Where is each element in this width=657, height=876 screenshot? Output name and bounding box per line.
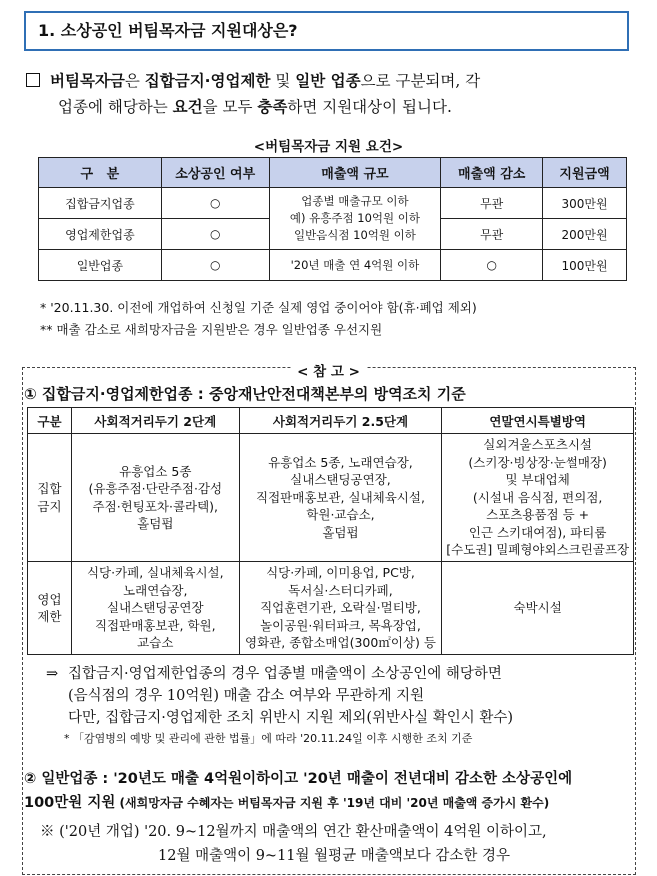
implies-arrow-icon: ⇒ xyxy=(46,666,59,682)
intro-line-2 xyxy=(26,94,636,120)
new-business-note-line-2: 12월 매출액이 9~11월 월평균 매출액보다 감소한 경우 xyxy=(158,848,511,864)
row-type: 집합금지업종 xyxy=(39,188,162,219)
table-row xyxy=(39,250,627,281)
conclusion-line-2: (음식점의 경우 10억원) 매출 감소 여부와 무관하게 지원 xyxy=(68,688,425,704)
row-sales-merged: 업종별 매출규모 이하 예) 유흥주점 10억원 이하 일반음식점 10억원 이하 xyxy=(269,188,441,250)
intro-line-2-run-3: 충족 xyxy=(257,98,288,116)
row-amount: 100만원 xyxy=(543,250,627,281)
requirements-table-caption: <버팀목자금 지원 요건> xyxy=(253,139,404,155)
intro-line-2-run-1: 요건 xyxy=(172,98,203,116)
row-decrease: 무관 xyxy=(441,219,543,250)
row-decrease: ○ xyxy=(441,250,543,281)
row-amount: 200만원 xyxy=(543,219,627,250)
header-small-business: 소상공인 여부 xyxy=(161,158,269,188)
conclusion-line-1 xyxy=(46,663,636,685)
intro-line-1-run-4: 일반 업종 xyxy=(295,72,361,90)
cell-year-end: 숙박시설 xyxy=(442,562,634,655)
conclusion-block xyxy=(46,663,636,749)
intro-paragraph xyxy=(26,68,636,120)
intro-line-1-run-5: 으로 구분되며, 각 xyxy=(360,72,481,90)
row-small-business: ○ xyxy=(161,188,269,219)
requirements-notes xyxy=(40,297,477,341)
intro-line-2-run-0: 업종에 해당하는 xyxy=(58,98,173,116)
cell-year-end: 실외겨울스포츠시설 (스키장·빙상장·눈썰매장) 및 부대업체 (시설내 음식점, 편의점, 스포츠용품점 등 + 인근 스키대여점), 파티룸 [수도권] 밀폐형야외스크린골프장 xyxy=(442,434,634,562)
intro-line-1-run-0: 버팀목자금 xyxy=(50,72,125,90)
new-business-note-line-1: ※ ('20년 개업) '20. 9~12월까지 매출액의 연간 환산매출액이 4억원 이하이고, xyxy=(40,824,547,840)
cell-level-2-5: 유흥업소 5종, 노래연습장, 실내스탠딩공연장, 직접판매홍보관, 실내체육시설, 학원·교습소, 홀덤펍 xyxy=(239,434,442,562)
header-support-amount: 지원금액 xyxy=(543,158,627,188)
note-1: * '20.11.30. 이전에 개업하여 신청일 기준 실제 영업 중이어야 함(휴·폐업 제외) xyxy=(40,300,477,315)
header-division: 구분 xyxy=(28,408,72,434)
requirements-header-row xyxy=(39,158,627,188)
intro-line-1-run-2: 집합금지·영업제한 xyxy=(144,72,271,90)
requirements-table xyxy=(38,157,627,281)
header-category: 구 분 xyxy=(39,158,162,188)
table-row xyxy=(28,562,634,655)
row-amount: 300만원 xyxy=(543,188,627,219)
header-year-end: 연말연시특별방역 xyxy=(442,408,634,434)
conclusion-footnote: * 「감염병의 예방 및 관리에 관한 법률」에 따라 '20.11.24일 이후 시행한 조치 기준 xyxy=(64,732,473,745)
note-2: ** 매출 감소로 새희망자금을 지원받은 경우 일반업종 우선지원 xyxy=(40,322,383,337)
section-2-main: 100만원 지원 xyxy=(24,795,116,811)
row-sales: '20년 매출 연 4억원 이하 xyxy=(269,250,441,281)
table-row xyxy=(39,188,627,219)
page-title: 1. 소상공인 버팀목자금 지원대상은? xyxy=(24,11,629,51)
section-2-line-2 xyxy=(24,791,634,815)
table-row xyxy=(28,434,634,562)
new-business-note xyxy=(40,820,640,868)
distancing-header-row xyxy=(28,408,634,434)
reference-section-2 xyxy=(24,767,634,815)
reference-title xyxy=(0,360,657,380)
intro-line-1-run-3: 및 xyxy=(270,72,296,90)
row-small-business: ○ xyxy=(161,219,269,250)
header-sales-decrease: 매출액 감소 xyxy=(441,158,543,188)
header-level-2-5: 사회적거리두기 2.5단계 xyxy=(239,408,442,434)
row-label-business-limit: 영업 제한 xyxy=(28,562,72,655)
section-2-sub: (새희망자금 수혜자는 버팀목자금 지원 후 '19년 대비 '20년 매출액 증가시 환수) xyxy=(115,796,550,810)
intro-line-1-run-1: 은 xyxy=(124,72,145,90)
conclusion-line-3: 다만, 집합금지·영업제한 조치 위반시 지원 제외(위반사실 확인시 환수) xyxy=(68,710,513,726)
conclusion-text-1: 집합금지·영업제한업종의 경우 업종별 매출액이 소상공인에 해당하면 xyxy=(68,666,502,682)
row-decrease: 무관 xyxy=(441,188,543,219)
header-level-2: 사회적거리두기 2단계 xyxy=(71,408,239,434)
intro-line-2-run-4: 하면 지원대상이 됩니다. xyxy=(287,98,452,116)
checkbox-bullet-icon xyxy=(26,73,40,87)
reference-title-text: < 참 고 > xyxy=(291,364,366,380)
row-label-gathering-ban: 집합 금지 xyxy=(28,434,72,562)
cell-level-2: 유흥업소 5종 (유흥주점·단란주점·감성 주점·헌팅포차·콜라텍), 홀덤펍 xyxy=(71,434,239,562)
reference-section-1-heading: ① 집합금지·영업제한업종 : 중앙재난안전대책본부의 방역조치 기준 xyxy=(24,385,466,403)
section-2-line-1: ② 일반업종 : '20년도 매출 4억원이하이고 '20년 매출이 전년대비 감소한 소상공인에 xyxy=(24,771,573,787)
intro-line-1 xyxy=(26,68,636,94)
row-small-business: ○ xyxy=(161,250,269,281)
intro-line-2-run-2: 을 모두 xyxy=(202,98,258,116)
row-type: 영업제한업종 xyxy=(39,219,162,250)
row-type: 일반업종 xyxy=(39,250,162,281)
header-sales-size: 매출액 규모 xyxy=(269,158,441,188)
cell-level-2: 식당·카페, 실내체육시설, 노래연습장, 실내스탠딩공연장 직접판매홍보관, 학원, 교습소 xyxy=(71,562,239,655)
distancing-table xyxy=(27,407,634,655)
cell-level-2-5: 식당·카페, 이미용업, PC방, 독서실·스터디카페, 직업훈련기관, 오락실·멀티방, 놀이공원·워터파크, 목욕장업, 영화관, 종합소매업(300㎡이상) 등 xyxy=(239,562,442,655)
